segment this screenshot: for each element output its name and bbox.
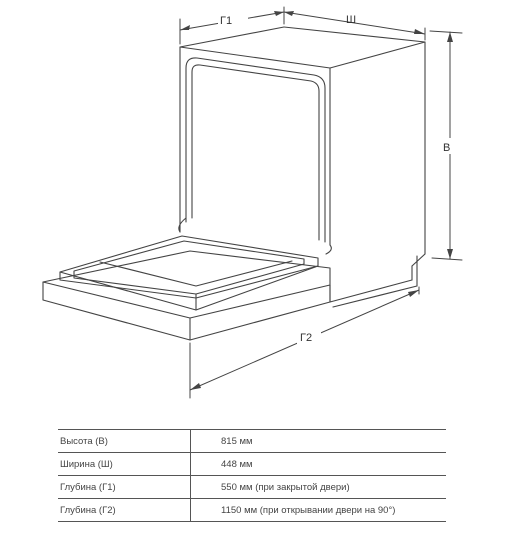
spec-param-depth-closed: Глубина (Г1) [58,476,191,499]
label-height: В [443,142,451,154]
spec-value-depth-closed: 550 мм (при закрытой двери) [191,476,447,499]
table-row [58,476,446,499]
spec-table [58,429,446,522]
spec-value-depth-open: 1150 мм (при открывании двери на 90°) [191,499,447,522]
spec-param-width: Ширина (Ш) [58,453,191,476]
open-door [43,236,330,340]
label-depth-open: Г2 [300,332,313,344]
label-depth-closed: Г1 [220,15,233,27]
label-width: Ш [346,14,357,26]
spec-param-height: Высота (В) [58,430,191,453]
spec-param-depth-open: Глубина (Г2) [58,499,191,522]
table-row [58,453,446,476]
spec-value-height: 815 мм [191,430,447,453]
inner-tub-opening [179,58,331,254]
table-row [58,499,446,522]
table-row [58,430,446,453]
spec-value-width: 448 мм [191,453,447,476]
